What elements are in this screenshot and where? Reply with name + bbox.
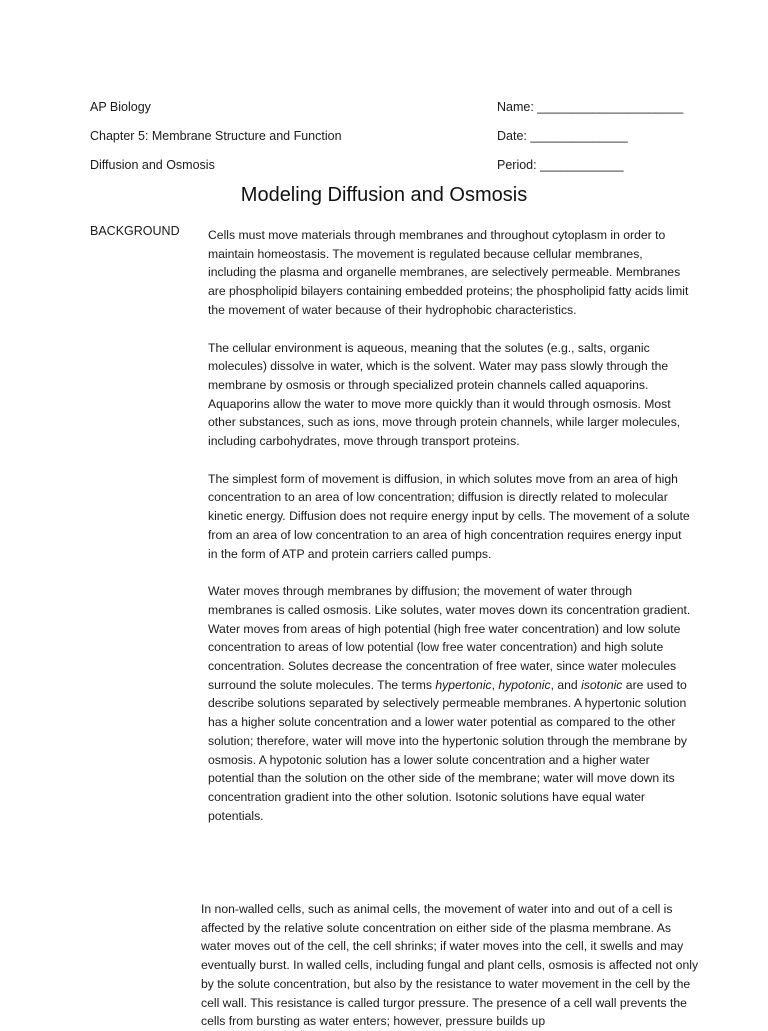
p4-part-c: , and	[550, 677, 582, 692]
term-hypotonic: hypotonic	[498, 677, 551, 692]
header-left	[90, 93, 342, 180]
name-field: Name: _____________________	[497, 100, 684, 114]
topic-name: Diffusion and Osmosis	[90, 158, 215, 172]
section-label-background: BACKGROUND	[90, 224, 180, 238]
paragraph-4	[208, 582, 692, 825]
header-right	[497, 93, 683, 180]
background-text	[208, 226, 692, 844]
paragraph-3: The simplest form of movement is diffusion, in which solutes move from an area of high concentration to an area of low concentration; diffusion is directly related to molecular kinetic energy. Diffusion does not require energy input by cells. The movement of a solute from an area of low concentration to an area of high concentration requires energy input in the form of ATP and protein carriers called pumps.	[208, 471, 690, 561]
page-title: Modeling Diffusion and Osmosis	[240, 184, 528, 206]
period-field: Period: ____________	[497, 158, 624, 172]
paragraph-5: In non-walled cells, such as animal cells, the movement of water into and out of a cell is affected by the relative solute concentration on either side of the plasma membrane. As water moves out of the cell, the cell shrinks; if water moves into the cell, it swells and may eventually burst. In walled cells, including fungal and plant cells, osmosis is affected not only by the solute concentration, but also by the resistance to water movement in the cell by the cell wall. This resistance is called turgor pressure. The presence of a cell wall prevents the cells from bursting as water enters; however, pressure builds up	[201, 902, 699, 1029]
p4-part-a: Water moves through membranes by diffusion; the movement of water through membranes is called osmosis. Like solutes, water moves down its concentration gradient. Water moves from areas of high potential (high free water concentration) and low solute concentration to areas of low potential (low free water concentration) and high solute concentration. Solutes decrease the concentration of free water, since water molecules surround the solute molecules. The terms	[208, 584, 691, 692]
p4-part-b: ,	[491, 677, 499, 692]
term-hypertonic: hypertonic	[435, 677, 492, 692]
paragraph-1: Cells must move materials through membranes and throughout cytoplasm in order to maintain homeostasis. The movement is regulated because cellular membranes, including the plasma and organelle membranes, are selectively permeable. Membranes are phospholipid bilayers containing embedded proteins; the phospholipid fatty acids limit the movement of water because of their hydrophobic characteristics.	[208, 228, 689, 317]
course-name: AP Biology	[90, 100, 151, 114]
paragraph-2: The cellular environment is aqueous, meaning that the solutes (e.g., salts, organic molecules) dissolve in water, which is the solvent. Water may pass slowly through the membrane by osmosis or through specialized protein channels called aquaporins. Aquaporins allow the water to move more quickly than it would through osmosis. Most other substances, such as ions, move through protein channels, while larger molecules, including carbohydrates, move through transport proteins.	[208, 340, 681, 449]
term-isotonic: isotonic	[581, 677, 623, 692]
continued-text	[201, 900, 699, 1031]
p4-part-d: are used to describe solutions separated by selectively permeable membranes. A hypertonic solution has a higher solute concentration and a lower water potential as compared to the other solution; therefore, water will move into the hypertonic solution through the membrane by osmosis. A hypotonic solution has a lower solute concentration and a higher water potential than the solution on the other side of the membrane; water will move down its concentration gradient into the other solution. Isotonic solutions have equal water potentials.	[208, 677, 687, 823]
chapter-name: Chapter 5: Membrane Structure and Function	[90, 129, 342, 143]
date-field: Date: ______________	[497, 129, 628, 143]
